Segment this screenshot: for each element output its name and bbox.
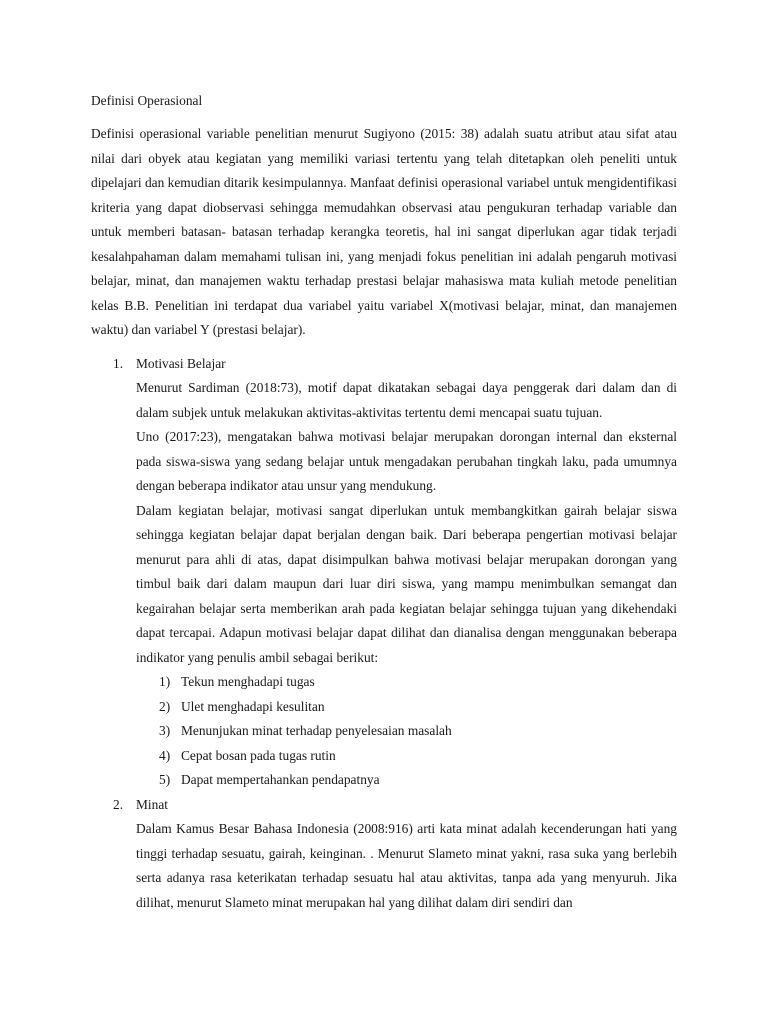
list-item-number: 2. [113,796,124,812]
list-item-number: 1. [113,355,124,371]
list-item-title: Minat [136,796,168,812]
definition-list [91,352,677,916]
list-item-title: Motivasi Belajar [136,355,226,371]
indicator-text: Tekun menghadapi tugas [181,674,315,689]
indicator-item [136,670,677,695]
section-heading: Definisi Operasional [91,93,203,108]
indicator-number: 3) [159,723,171,738]
document-content [91,91,677,915]
list-item-minat [91,793,677,916]
indicator-item [136,695,677,720]
indicator-item [136,719,677,744]
indicator-text: Ulet menghadapi kesulitan [181,698,325,714]
item-paragraph: Dalam Kamus Besar Bahasa Indonesia (2008:916) arti kata minat adalah kecenderungan hati yang tinggi terhadap sesuatu, gairah, keinginan. . Menurut Slameto minat yakni, rasa suka yang berlebih serta adanya rasa keterikatan terhadap sesuatu hal atau aktivitas, tanpa ada yang menyuruh. Jika dilihat, menurut Slameto minat merupakan hal yang dilihat dalam diri sendiri dan [136,821,677,910]
indicator-list [136,670,677,793]
indicator-number: 2) [159,698,171,714]
intro-paragraph: Definisi operasional variable penelitian menurut Sugiyono (2015: 38) adalah suatu atribut atau sifat atau nilai dari obyek atau kegiatan yang memiliki variasi tertentu yang telah ditetapkan oleh peneliti untuk dipelajari dan kemudian ditarik kesimpulannya. Manfaat definisi operasional variabel untuk mengidentifikasi kriteria yang dapat diobservasi sehingga memudahkan observasi atau pengukuran terhadap variable dan untuk memberi batasan- batasan terhadap kerangka teoretis, hal ini sangat diperlukan agar tidak terjadi kesalahpahaman dalam memahami tulisan ini, yang menjadi fokus penelitian ini adalah pengaruh motivasi belajar, minat, dan manajemen waktu terhadap prestasi belajar mahasiswa mata kuliah metode penelitian kelas B.B. Penelitian ini terdapat dua variabel yaitu variabel X(motivasi belajar, minat, dan manajemen waktu) dan variabel Y (prestasi belajar). [91,126,677,337]
indicator-text: Cepat bosan pada tugas rutin [181,747,336,763]
indicator-item [136,768,677,793]
indicator-number: 5) [159,772,171,787]
indicator-text: Dapat mempertahankan pendapatnya [181,772,380,787]
item-paragraph: Dalam kegiatan belajar, motivasi sangat diperlukan untuk membangkitkan gairah belajar siswa sehingga kegiatan belajar dapat berjalan dengan baik. Dari beberapa pengertian motivasi belajar menurut para ahli di atas, dapat disimpulkan bahwa motivasi belajar merupakan dorongan yang timbul baik dari dalam maupun dari luar diri siswa, yang mampu menimbulkan semangat dan kegairahan belajar serta memberikan arah pada kegiatan belajar sehingga tujuan yang dikehendaki dapat tercapai. Adapun motivasi belajar dapat dilihat dan dianalisa dengan menggunakan beberapa indikator yang penulis ambil sebagai berikut: [136,502,677,665]
item-paragraph: Uno (2017:23), mengatakan bahwa motivasi belajar merupakan dorongan internal dan eksternal pada siswa-siswa yang sedang belajar untuk mengadakan perubahan tingkah laku, pada umumnya dengan beberapa indikator atau unsur yang mendukung. [136,429,677,493]
indicator-number: 4) [159,747,171,763]
indicator-item [136,744,677,769]
indicator-text: Menunjukan minat terhadap penyelesaian masalah [181,723,452,738]
list-item-motivasi-belajar [91,352,677,793]
item-paragraph: Menurut Sardiman (2018:73), motif dapat dikatakan sebagai daya penggerak dari dalam dan di dalam subjek untuk melakukan aktivitas-aktivitas tertentu demi mencapai suatu tujuan. [136,380,677,420]
indicator-number: 1) [159,674,171,689]
